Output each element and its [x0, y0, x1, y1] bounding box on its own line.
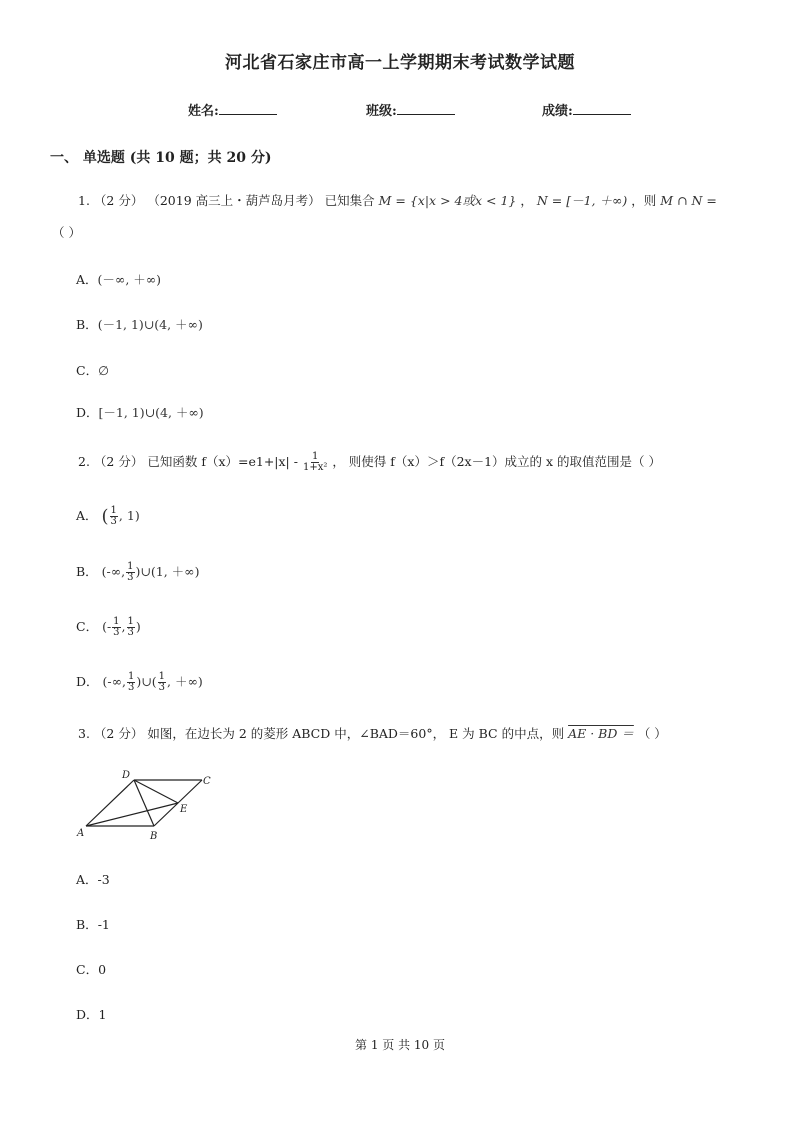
q1-text: 已知集合 [324, 193, 375, 208]
option-label: D． [76, 1007, 99, 1022]
option-left: (-∞, [102, 674, 127, 689]
q2-option-b[interactable] [76, 562, 199, 583]
score-field [542, 100, 631, 119]
label-c: C [203, 776, 211, 787]
rhombus-figure [74, 766, 224, 844]
option-math: (－∞, ＋∞) [97, 272, 162, 287]
option-label: D． [76, 674, 99, 689]
q1-option-b[interactable] [76, 315, 203, 333]
frac-num: 1 [128, 671, 135, 682]
q3-points: （2 分） [93, 726, 144, 741]
option-left: (-∞, [101, 564, 126, 579]
option-label: C． [76, 619, 99, 634]
q1-number: 1. [78, 193, 90, 208]
q2-text-b: ， 则使得 f（x）＞f（2x－1）成立的 x 的取值范围是（ ） [332, 454, 662, 469]
option-label: C． [76, 962, 99, 977]
option-value: -3 [97, 872, 110, 887]
q2-text-a: 已知函数 f（x）=e1+|x| - [147, 454, 298, 469]
q2-number: 2. [78, 454, 90, 469]
class-field [366, 100, 455, 119]
q1-source: （2019 高三上・葫芦岛月考） [147, 193, 321, 208]
score-label: 成绩: [542, 104, 573, 119]
q3-option-d[interactable] [76, 1005, 106, 1023]
q3-option-c[interactable] [76, 960, 106, 978]
question-3 [78, 724, 667, 742]
q1-option-c[interactable] [76, 361, 109, 379]
q2-frac-den: 1+x² [302, 462, 328, 473]
option-fraction-1 [112, 617, 120, 638]
frac-den: 3 [158, 682, 165, 693]
option-label: A． [76, 872, 98, 887]
option-value: -1 [97, 917, 110, 932]
q1-points: （2 分） [93, 193, 144, 208]
q1-comma: ， [520, 193, 533, 208]
section-heading: 一、 单选题 (共 10 题；共 20 分) [50, 150, 272, 166]
option-rest: ) [135, 619, 141, 634]
option-label: C． [76, 363, 99, 378]
option-rest: )∪(1, ＋∞) [135, 564, 200, 579]
frac-den: 3 [127, 627, 134, 638]
label-d: D [122, 770, 131, 781]
frac-num: 1 [127, 561, 134, 572]
option-fraction-2 [127, 617, 135, 638]
name-field [188, 100, 277, 119]
option-math: [－1, 1)∪(4, ＋∞) [98, 405, 204, 420]
segment-ae [86, 803, 178, 826]
option-fraction [110, 506, 118, 527]
option-fraction-1 [127, 672, 135, 693]
option-label: B． [76, 564, 98, 579]
option-label: A． [76, 272, 98, 287]
frac-num: 1 [113, 616, 120, 627]
page-title: 河北省石家庄市高一上学期期末考试数学试题 [225, 53, 575, 73]
q1-option-d[interactable] [76, 403, 204, 421]
edge-ad [86, 780, 134, 826]
segment-de [134, 780, 178, 803]
question-1 [78, 191, 717, 209]
q1-expr: M ∩ N = [660, 193, 717, 208]
question-2 [78, 452, 661, 473]
option-label: A． [76, 508, 98, 523]
q3-option-a[interactable] [76, 870, 110, 888]
name-blank [219, 102, 277, 115]
frac-num: 1 [127, 616, 134, 627]
q3-paren: （ ） [637, 726, 667, 741]
q1-then: ，则 [631, 193, 657, 208]
frac-num: 1 [110, 505, 117, 516]
name-label: 姓名: [188, 104, 219, 119]
option-left: ( [101, 506, 109, 527]
q3-text: 如图，在边长为 2 的菱形 ABCD 中，∠BAD＝60°， E 为 BC 的中点，则 [147, 726, 565, 741]
frac-den: 3 [113, 627, 120, 638]
option-rest: , 1) [118, 508, 140, 523]
frac-den: 3 [128, 682, 135, 693]
option-label: D． [76, 405, 99, 420]
option-fraction-2 [158, 672, 166, 693]
option-left: (- [102, 619, 112, 634]
q3-option-b[interactable] [76, 915, 110, 933]
frac-den: 3 [110, 516, 117, 527]
option-value: 0 [98, 962, 107, 977]
label-e: E [180, 804, 188, 815]
class-label: 班级: [366, 104, 397, 119]
q3-vector-expr: AE · BD ＝ [568, 726, 634, 741]
option-math: (－1, 1)∪(4, ＋∞) [97, 317, 203, 332]
option-fraction [126, 562, 134, 583]
q2-frac-num: 1 [311, 451, 319, 462]
frac-den: 3 [127, 572, 134, 583]
option-label: B． [76, 917, 98, 932]
q2-option-c[interactable] [76, 617, 141, 638]
q2-points: （2 分） [93, 454, 144, 469]
label-b: B [150, 831, 158, 842]
page-footer: 第 1 页 共 10 页 [355, 1038, 445, 1052]
q1-paren: （ ） [52, 225, 81, 240]
q1-option-a[interactable] [76, 270, 161, 288]
option-mid: , [121, 619, 126, 634]
q2-fraction [303, 452, 327, 473]
option-rest: , ＋∞) [167, 674, 203, 689]
frac-num: 1 [158, 671, 165, 682]
option-math: ∅ [98, 363, 109, 378]
option-value: 1 [98, 1007, 107, 1022]
q3-number: 3. [78, 726, 90, 741]
option-mid: )∪( [136, 674, 157, 689]
option-label: B． [76, 317, 98, 332]
segment-bd [134, 780, 154, 826]
class-blank [397, 102, 455, 115]
q2-option-d[interactable] [76, 672, 203, 693]
label-a: A [77, 828, 85, 839]
score-blank [573, 102, 631, 115]
q1-set-m: M = {x|x > 4或x < 1} [378, 193, 517, 208]
q1-set-n: N = [－1, ＋∞) [536, 193, 628, 208]
q2-option-a[interactable] [76, 506, 140, 527]
